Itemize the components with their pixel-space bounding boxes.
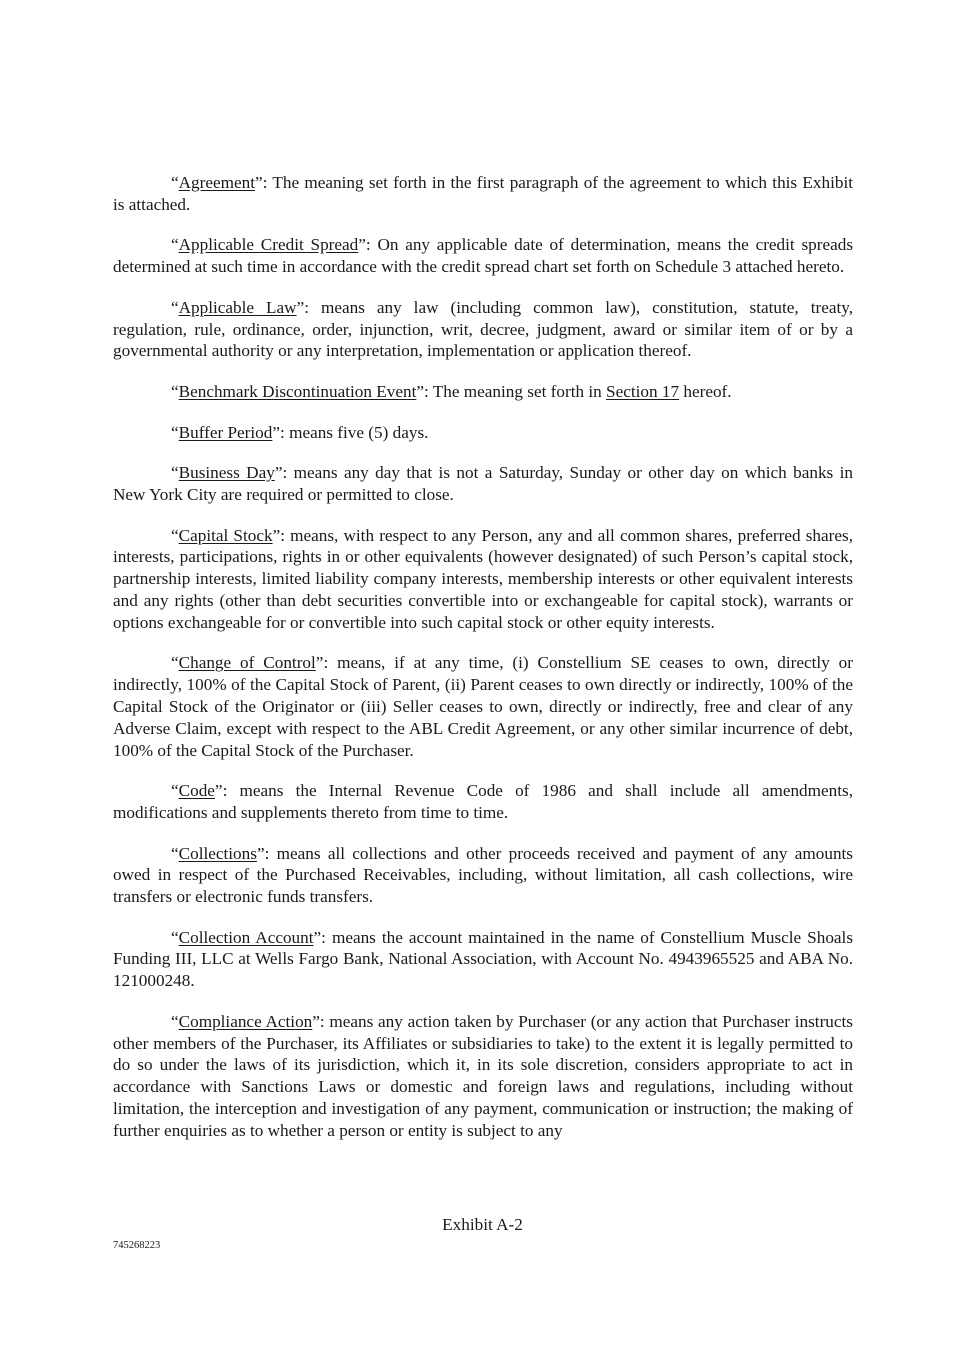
term: Code	[178, 781, 215, 801]
term: Collections	[178, 843, 257, 863]
definition-text: hereof.	[679, 381, 732, 401]
definition-text: : means the account maintained in the name of Constellium Muscle Shoals Funding III, LLC at Wells Fargo Bank, National Association, with Account No. 4943965525 and ABA No. 121000248.	[113, 927, 854, 991]
definition-compliance-action: “Compliance Action”: means any action taken by Purchaser (or any action that Purchaser instructs other members of the Purchaser, its Affiliates or subsidiaries to take) to the extent it is legally permitted to do so under the laws of its jurisdiction, which it, in its sole discretion, considers appropriate to act in accordance with Sanctions Laws or domestic and foreign laws and regulations, including without limitation, the interception and investigation of any payment, communication or instruction; the making of further enquiries as to whether a person or entity is subject to any	[113, 1011, 853, 1140]
definition-buffer-period: “Buffer Period”: means five (5) days.	[171, 422, 429, 442]
definition-text: : On any applicable date of determination, means the credit spreads determined at such time in accordance with the credit spread chart set forth on Schedule 3 attached hereto.	[113, 235, 854, 277]
definition-business-day: “Business Day”: means any day that is not a Saturday, Sunday or other day on which banks in New York City are required or permitted to close.	[113, 463, 853, 504]
definition-text: : means any law (including common law), constitution, statute, treaty, regulation, rule, ordinance, order, injunction, writ, decree, judgment, award or similar item of or by a governmental authority or any interpretation, implementation or application thereof.	[113, 297, 853, 361]
definition-text: : The meaning set forth in	[424, 381, 607, 401]
term: Business Day	[178, 463, 275, 483]
term: Benchmark Discontinuation Event	[178, 381, 417, 401]
definition-applicable-credit-spread: “Applicable Credit Spread”: On any applicable date of determination, means the credit spreads determined at such time in accordance with the credit spread chart set forth on Schedule 3 attached hereto.	[113, 235, 854, 277]
definition-collection-account: “Collection Account”: means the account maintained in the name of Constellium Muscle Shoals Funding III, LLC at Wells Fargo Bank, National Association, with Account No. 4943965525 and ABA No. 121000248.	[113, 927, 854, 991]
definition-text: : means, with respect to any Person, any and all common shares, preferred shares, interests, participations, rights in or other equivalents (however designated) of such Person’s capital stock, partnership interests, limited liability company interests, membership interests or other equivalent interests and any rights (other than debt securities convertible into or exchangeable for capital stock), warrants or options exchangeable for or convertible into such capital stock or other equity interests.	[113, 525, 853, 632]
definition-benchmark-discontinuation-event: “Benchmark Discontinuation Event”: The meaning set forth in Section 17 hereof.	[171, 381, 732, 401]
definition-text: : means five (5) days.	[280, 422, 429, 442]
definition-capital-stock: “Capital Stock”: means, with respect to any Person, any and all common shares, preferred shares, interests, participations, rights in or other equivalents (however designated) of such Person’s capital stock, partnership interests, limited liability company interests, membership interests or other equivalent interests and any rights (other than debt securities convertible into or exchangeable for capital stock), warrants or options exchangeable for or convertible into such capital stock or other equity interests.	[113, 525, 853, 632]
page-footer-label: Exhibit A-2	[442, 1215, 523, 1234]
definition-text: : means, if at any time, (i) Constellium SE ceases to own, directly or indirectly, 100% of the Capital Stock of Parent, (ii) Parent ceases to own directly or indirectly, 100% of the Capital Stock of the Originator or (iii) Seller ceases to own, directly or indirectly, free and clear of any Adverse Claim, except with respect to the ABL Credit Agreement, or any other similar incurrence of debt, 100% of the Capital Stock of the Purchaser.	[113, 653, 854, 760]
definition-agreement: “Agreement”: The meaning set forth in the first paragraph of the agreement to which this Exhibit is attached.	[113, 173, 853, 214]
document-id: 745268223	[113, 1240, 161, 1251]
definition-text: : means the Internal Revenue Code of 1986 and shall include all amendments, modifications and supplements thereto from time to time.	[113, 781, 853, 822]
term: Change of Control	[178, 653, 316, 673]
term: Applicable Law	[178, 297, 297, 317]
definition-collections: “Collections”: means all collections and other proceeds received and payment of any amounts owed in respect of the Purchased Receivables, including, without limitation, all cash collections, wire transfers or electronic funds transfers.	[113, 843, 853, 907]
definition-text: : means all collections and other proceeds received and payment of any amounts owed in respect of the Purchased Receivables, including, without limitation, all cash collections, wire transfers or electronic funds transfers.	[113, 843, 853, 907]
definition-code: “Code”: means the Internal Revenue Code of 1986 and shall include all amendments, modifications and supplements thereto from time to time.	[113, 781, 853, 822]
section-reference: Section 17	[606, 381, 680, 401]
definition-text: : means any day that is not a Saturday, Sunday or other day on which banks in New York City are required or permitted to close.	[113, 463, 853, 504]
definition-change-of-control: “Change of Control”: means, if at any time, (i) Constellium SE ceases to own, directly or indirectly, 100% of the Capital Stock of Parent, (ii) Parent ceases to own directly or indirectly, 100% of the Capital Stock of the Originator or (iii) Seller ceases to own, directly or indirectly, free and clear of any Adverse Claim, except with respect to the ABL Credit Agreement, or any other similar incurrence of debt, 100% of the Capital Stock of the Purchaser.	[113, 653, 854, 760]
term: Compliance Action	[178, 1011, 313, 1031]
definitions-body	[113, 172, 853, 1160]
definition-text: : The meaning set forth in the first paragraph of the agreement to which this Exhibit is attached.	[113, 173, 853, 214]
definition-text: : means any action taken by Purchaser (or any action that Purchaser instructs other members of the Purchaser, its Affiliates or subsidiaries to take) to the extent it is legally permitted to do so under the laws of its jurisdiction, which it, in its sole discretion, considers appropriate to act in accordance with Sanctions Laws or domestic and foreign laws and regulations, including without limitation, the interception and investigation of any payment, communication or instruction; the making of further enquiries as to whether a person or entity is subject to any	[113, 1011, 853, 1140]
definition-applicable-law: “Applicable Law”: means any law (including common law), constitution, statute, treaty, regulation, rule, ordinance, order, injunction, writ, decree, judgment, award or similar item of or by a governmental authority or any interpretation, implementation or application thereof.	[113, 297, 853, 361]
term: Buffer Period	[178, 422, 273, 442]
term: Applicable Credit Spread	[178, 235, 359, 255]
term: Agreement	[178, 173, 255, 192]
term: Collection Account	[178, 927, 314, 947]
term: Capital Stock	[178, 525, 273, 545]
